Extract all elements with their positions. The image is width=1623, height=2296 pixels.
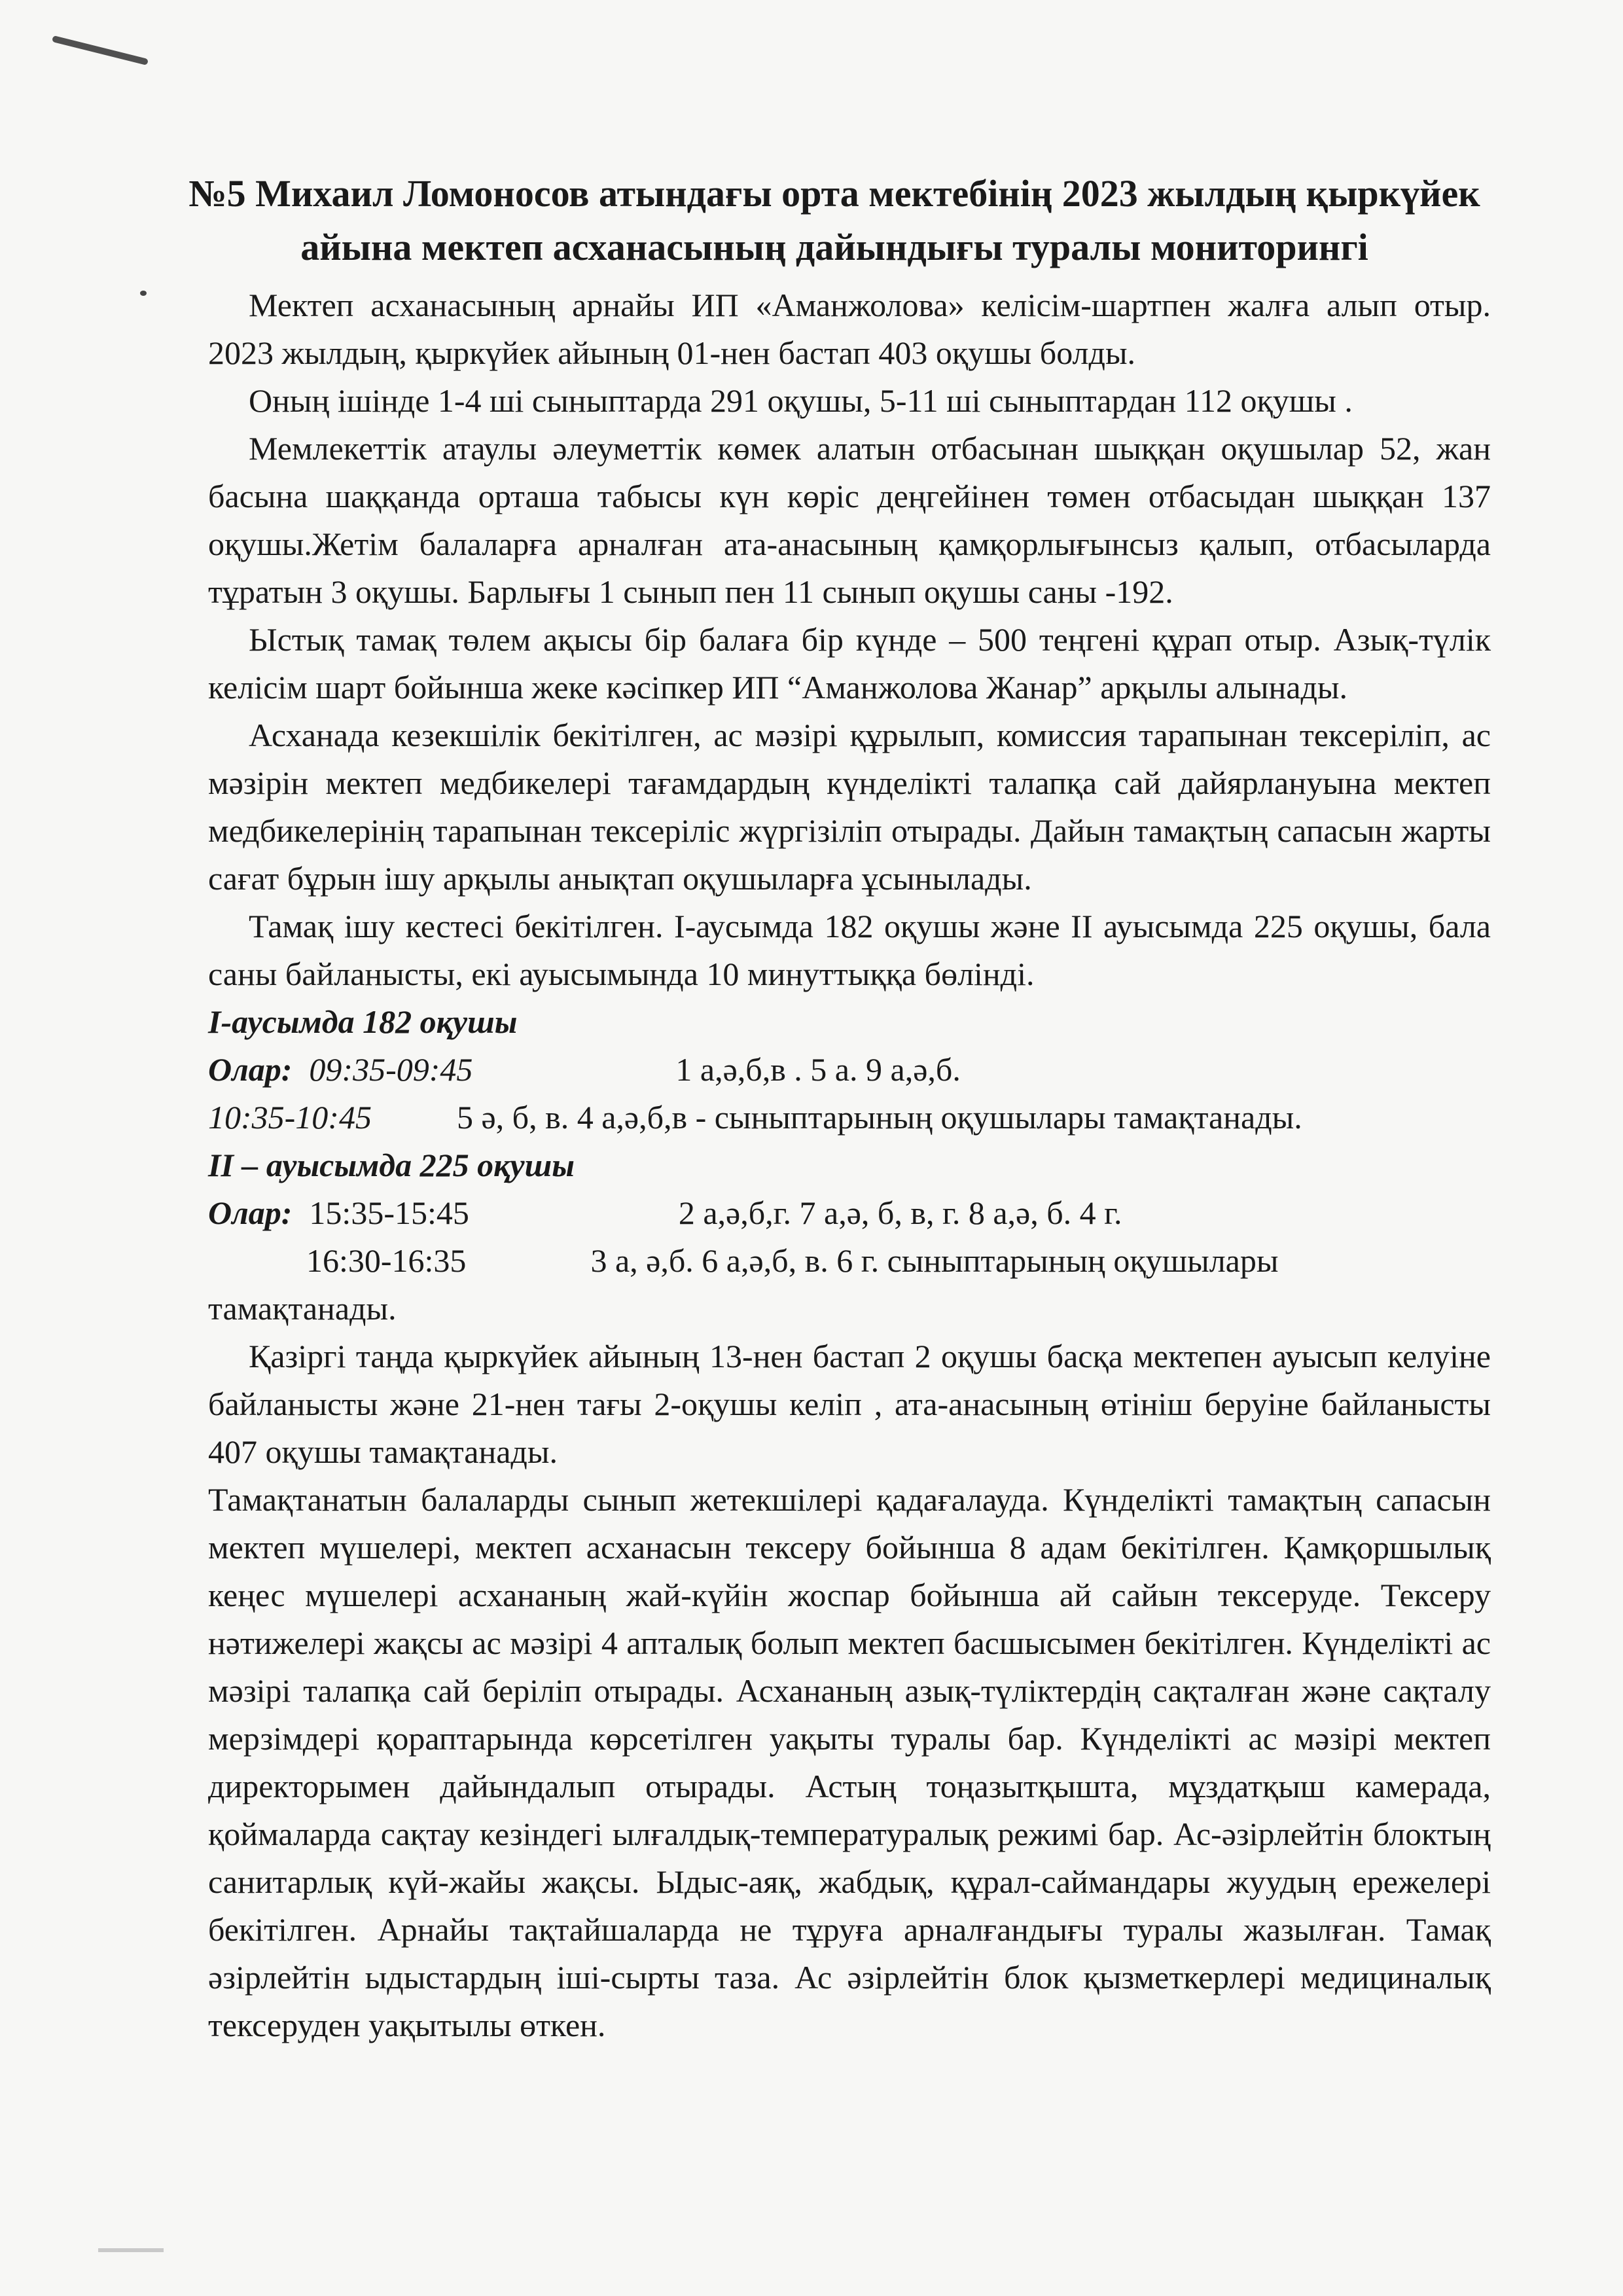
scan-pen-mark <box>52 35 149 65</box>
scan-artifact <box>98 2248 164 2252</box>
classes-list: 1 а,ә,б,в . 5 а. 9 а,ә,б. <box>675 1051 961 1088</box>
time-slot: 16:30-16:35 <box>306 1242 467 1279</box>
paragraph: Ыстық тамақ төлем ақысы бір балаға бір күнде – 500 теңгені құрап отыр. Азық-түлік келісім шарт бойынша жеке кәсіпкер ИП “Аманжолова Жанар” арқылы алынады. <box>208 621 1491 706</box>
title-line-2: айына мектеп асханасының дайындығы туралы мониторингі <box>300 226 1368 268</box>
document-body <box>208 281 1491 2049</box>
paragraph: Мемлекеттік атаулы әлеуметтік көмек алатын отбасынан шыққан оқушылар 52, жан басына шаққанда орташа табысы күн көріс деңгейінен төмен отбасыдан шыққан 137 оқушы.Жетім балаларға арналған ата-анасының қамқорлығынсыз қалып, отбасыларда тұратын 3 оқушы. Барлығы 1 сынып пен 11 сынып оқушы саны -192. <box>208 430 1491 610</box>
document-title <box>164 167 1505 274</box>
paragraph: Тамақ ішу кестесі бекітілген. І-аусымда 182 оқушы және ІІ ауысымда 225 оқушы, бала саны байланысты, екі ауысымында 10 минуттыққа бөлінді. <box>208 908 1491 992</box>
scan-dot <box>140 291 147 296</box>
shift-1-row-2 <box>208 1094 1491 1141</box>
time-slot: 15:35-15:45 <box>309 1194 469 1231</box>
paragraph: Тамақтанатын балаларды сынып жетекшілері қадағалауда. Күнделікті тамақтың сапасын мектеп мүшелері, мектеп асханасын тексеру бойынша 8 адам бекітілген. Қамқоршылық кеңес мүшелері асхананың жай-күйін жоспар бойынша ай сайын тексеруде. Тексеру нәтижелері жақсы ас мәзірі 4 апталық болып мектеп басшысымен бекітілген. Күнделікті ас мәзірі талапқа сай беріліп отырады. Асхананың азық-түліктердің сақталған және сақталу мерзімдері қораптарында көрсетілген уақыты туралы бар. Күнделікті ас мәзірі мектеп директорымен дайындалып отырады. Астың тоңазытқышта, мұздатқыш камерада, қоймаларда сақтау кезіндегі ылғалдық-температуралық режимі бар. Ас-әзірлейтін блоктың санитарлық күй-жайы жақсы. Ыдыс-аяқ, жабдық, құрал-саймандары жуудың ережелері бекітілген. Арнайы тақтайшаларда не тұруға арналғандығы туралы жазылған. Тамақ әзірлейтін ыдыстардың іші-сырты таза. Ас әзірлейтін блок қызметкерлері медициналық тексеруден уақытылы өткен. <box>208 1481 1491 2043</box>
paragraph: Асханада кезекшілік бекітілген, ас мәзірі құрылып, комиссия тарапынан тексеріліп, ас мәзірін мектеп медбикелері тағамдардың күнделікті талапқа сай дайярлануына мектеп медбикелерінің тарапынан тексеріліс жүргізіліп отырады. Дайын тамақтың сапасын жарты сағат бұрын ішу арқылы анықтап оқушыларға ұсынылады. <box>208 717 1491 897</box>
classes-list: 5 ә, б, в. 4 а,ә,б,в - сыныптарының оқушылары тамақтанады. <box>456 1099 1302 1136</box>
shift-label: Олар: <box>208 1194 293 1231</box>
shift-2-row-2 <box>208 1237 1491 1285</box>
shift-2-row-1 <box>208 1189 1491 1237</box>
title-line-1: №5 Михаил Ломоносов атындағы орта мектебінің 2023 жылдың қыркүйек <box>188 172 1480 215</box>
paragraph: Мектеп асханасының арнайы ИП «Аманжолова» келісім-шартпен жалға алып отыр. 2023 жылдың, қыркүйек айының 01-нен бастап 403 оқушы болды. <box>208 287 1491 371</box>
paragraph: Оның ішінде 1-4 ші сыныптарда 291 оқушы, 5-11 ші сыныптардан 112 оқушы . <box>249 382 1353 419</box>
paragraph: Қазіргі таңда қыркүйек айының 13-нен бастап 2 оқушы басқа мектепен ауысып келуіне байланысты және 21-нен тағы 2-оқушы келіп , ата-анасының өтініш беруіне байланысты 407 оқушы тамақтанады. <box>208 1338 1491 1470</box>
shift-2-tail: тамақтанады. <box>208 1290 397 1327</box>
time-slot: 10:35-10:45 <box>208 1099 372 1136</box>
shift-1-row-1 <box>208 1046 1491 1094</box>
shift-label: Олар: <box>208 1051 293 1088</box>
shift-1-heading: І-аусымда 182 оқушы <box>208 1003 518 1040</box>
time-slot: 09:35-09:45 <box>309 1051 473 1088</box>
shift-2-heading: ІІ – ауысымда 225 оқушы <box>208 1147 575 1183</box>
classes-list: 3 а, ә,б. 6 а,ә,б, в. 6 г. сыныптарының оқушылары <box>590 1242 1279 1279</box>
classes-list: 2 а,ә,б,г. 7 а,ә, б, в, г. 8 а,ә, б. 4 г. <box>678 1194 1122 1231</box>
